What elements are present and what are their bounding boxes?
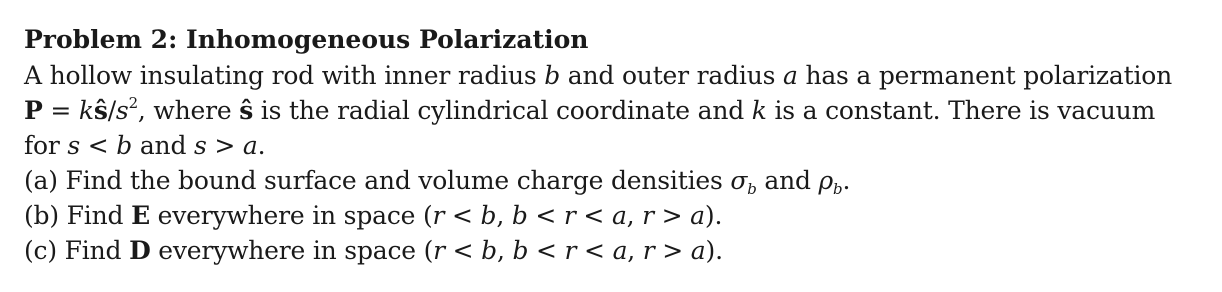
part-c <box>24 233 1204 268</box>
math-s-hat: ŝ <box>93 96 108 125</box>
text-segment: > <box>206 131 243 160</box>
paragraph-line-2 <box>24 93 1204 128</box>
math-a: a <box>242 131 258 160</box>
text-segment: everywhere in space ( <box>149 201 433 230</box>
text-segment: = <box>42 96 79 125</box>
subscript-b: b <box>747 180 757 198</box>
text-segment: . <box>257 131 266 160</box>
text-segment: < <box>444 201 481 230</box>
problem-title: Problem 2: Inhomogeneous Polarization <box>24 25 589 54</box>
text-segment: < <box>575 201 612 230</box>
math-b: b <box>512 236 529 265</box>
text-segment: for <box>24 131 68 160</box>
math-b: b <box>480 201 497 230</box>
part-b <box>24 198 1204 233</box>
text-segment: everywhere in space ( <box>150 236 434 265</box>
text-segment: and <box>756 166 819 195</box>
text-segment: , where <box>137 96 240 125</box>
math-r: r <box>642 201 654 230</box>
text-segment: < <box>528 236 565 265</box>
text-segment: ). <box>704 201 723 230</box>
superscript-2: 2 <box>128 94 138 112</box>
math-D: D <box>129 236 151 265</box>
text-segment: (a) Find the bound surface and volume charge densities <box>24 166 731 195</box>
text-segment: is a constant. There is vacuum <box>766 96 1156 125</box>
math-r: r <box>432 201 445 230</box>
text-segment: , <box>626 201 643 230</box>
math-r: r <box>642 236 655 265</box>
math-a: a <box>611 201 627 230</box>
math-r: r <box>563 201 576 230</box>
math-a: a <box>782 61 798 90</box>
math-rho: ρ <box>818 166 834 195</box>
math-r: r <box>433 236 445 265</box>
math-a: a <box>612 236 628 265</box>
problem-statement <box>24 22 1204 268</box>
text-segment: > <box>654 236 691 265</box>
text-segment: / <box>107 96 116 125</box>
text-segment: (b) Find <box>24 201 132 230</box>
math-k: k <box>78 96 94 125</box>
text-segment: , <box>496 201 512 230</box>
paragraph-line-1 <box>24 58 1204 93</box>
math-b: b <box>511 201 528 230</box>
math-b: b <box>481 236 497 265</box>
math-P: P <box>24 96 43 125</box>
text-segment: > <box>653 201 691 230</box>
text-segment: ). <box>705 236 723 265</box>
text-segment: < <box>444 236 482 265</box>
text-segment: and <box>132 131 195 160</box>
math-s-hat: ŝ <box>239 96 254 125</box>
text-segment: , <box>496 236 513 265</box>
math-sigma: σ <box>730 166 748 195</box>
math-s: s <box>67 131 81 160</box>
text-segment: , <box>627 236 643 265</box>
math-s: s <box>194 131 207 160</box>
paragraph-line-3 <box>24 128 1204 163</box>
text-segment: and outer radius <box>560 61 783 90</box>
math-r: r <box>564 236 577 265</box>
math-b: b <box>116 131 133 160</box>
text-segment: has a permanent polarization <box>797 61 1173 90</box>
part-a <box>24 163 1204 198</box>
math-E: E <box>131 201 150 230</box>
text-segment: < <box>80 131 117 160</box>
text-segment: (c) Find <box>24 236 130 265</box>
math-k: k <box>751 96 767 125</box>
text-segment: < <box>576 236 613 265</box>
math-a: a <box>690 201 705 230</box>
math-s: s <box>115 96 129 125</box>
text-segment: A hollow insulating rod with inner radius <box>24 61 545 90</box>
text-segment: < <box>527 201 564 230</box>
text-segment: is the radial cylindrical coordinate and <box>253 96 752 125</box>
text-segment: . <box>842 166 851 195</box>
math-b: b <box>544 61 561 90</box>
math-a: a <box>690 236 706 265</box>
subscript-b: b <box>833 180 843 198</box>
